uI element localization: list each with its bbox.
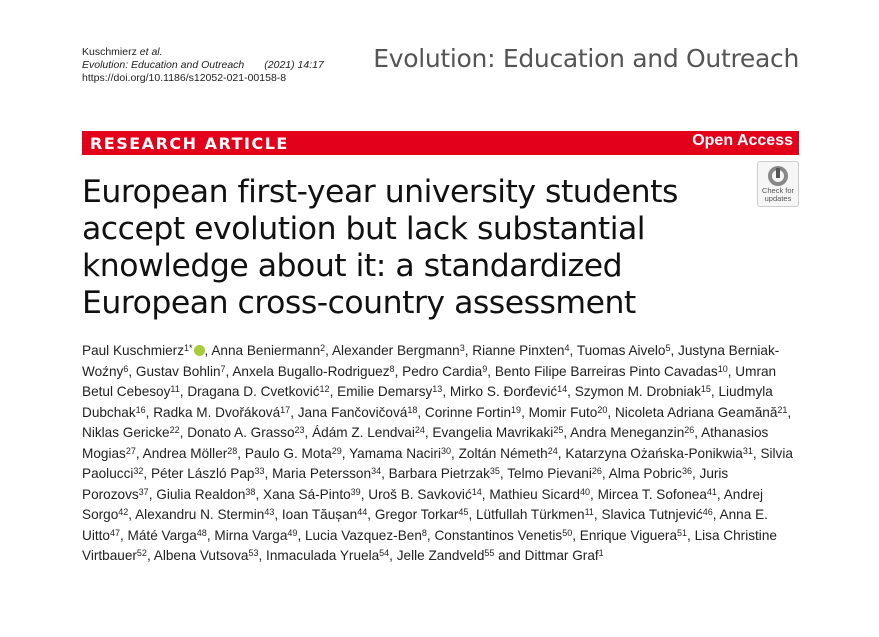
author-name[interactable]: Pedro Cardia — [402, 363, 483, 379]
author-affiliation: 3 — [459, 343, 465, 353]
citation-authors — [82, 46, 324, 59]
author-affiliation: 44 — [357, 507, 368, 517]
author-name[interactable]: Slavica Tutnjević — [601, 507, 703, 522]
author-name[interactable]: Ádám Z. Lendvai — [312, 425, 415, 440]
author-affiliation: 2 — [320, 343, 326, 353]
check-updates-line2: updates — [764, 194, 792, 203]
author-name[interactable]: Radka M. Dvořáková — [153, 404, 281, 420]
author-affiliation: 32 — [133, 466, 144, 476]
author-affiliation: 37 — [138, 486, 149, 497]
author-name[interactable]: Maria Petersson — [272, 466, 372, 481]
author-name[interactable]: Uroš B. Savković — [368, 486, 472, 502]
author-affiliation: 54 — [379, 548, 390, 558]
author-name[interactable]: Andrea Möller — [142, 445, 228, 461]
author-name[interactable]: Telmo Pievani — [507, 466, 592, 481]
author-affiliation: 29 — [331, 445, 342, 456]
author-affiliation: 55 — [484, 548, 495, 558]
author-name[interactable]: Lisa Christine Virtbauer — [82, 527, 777, 563]
author-affiliation: 28 — [227, 445, 238, 456]
author-name[interactable]: Yamama Naciri — [349, 445, 441, 461]
author-affiliation: 4 — [564, 343, 570, 353]
author-affiliation: 42 — [118, 507, 129, 517]
author-name[interactable]: Barbara Pietrzak — [388, 466, 490, 481]
author-affiliation: 1 — [598, 548, 604, 558]
author-name[interactable]: Inmaculada Yruela — [266, 548, 380, 563]
author-name[interactable]: Nicoleta Adriana Geamănă — [614, 404, 778, 420]
author-affiliation: 30 — [441, 445, 452, 456]
author-name[interactable]: Albena Vutsova — [153, 548, 249, 563]
author-name[interactable]: Andrej Sorgo — [82, 486, 764, 522]
author-name[interactable]: Donato A. Grasso — [187, 425, 295, 440]
author-affiliation: 12 — [319, 384, 330, 394]
author-list: Paul Kuschmierz$^{1*}$ , Anna Beniermann$^2$, Alexander Bergmann$^3$, Rianne Pinxten$^4$, Tuomas Aivelo$^5$, Justyna Berniak-Woźny$^6$, Gustav Bohlin$^7$, Anxela Bugallo-Rodriguez$^8$, Pedro Cardia$^9$, Bento Filipe Barreiras Pinto Cavadas$^{10}$, Umran Betul Cebesoy$^{11}$, Dragana D. Cvetković$^{12}$, Emilie Demarsy$^{13}$, Mirko S. Đorđević$^{14}$, Szymon M. Drobniak$^{15}$, Liudmyla Dubchak$^{16}$, Radka M. Dvořáková$^{17}$, Jana Fančovičová$^{18}$, Corinne Fortin$^{19}$, Momir Futo$^{20}$, Nicoleta Adriana Geamănă$^{21}$, Niklas Gericke$^{22}$, Donato A. Grasso$^{23}$, Ádám Z. Lendvai$^{24}$, Evangelia Mavrikaki$^{25}$, Andra Meneganzin$^{26}$, Athanasios Mogias$^{27}$, Andrea Möller$^{28}$, Paulo G. Mota$^{29}$, Yamama Naciri$^{30}$, Zoltán Németh$^{24}$, Katarzyna Ożańska-Ponikwia$^{31}$, Silvia Paolucci$^{32}$, Péter László Pap$^{33}$, Maria Petersson$^{34}$, Barbara Pietrzak$^{35}$, Telmo Pievani$^{26}$, Alma Pobric$^{36}$, Juris Porozovs$^{37}$, Giulia Realdon$^{38}$, Xana Sá-Pinto$^{39}$, Uroš B. Savković$^{14}$, Mathieu Sicard$^{40}$, Mircea T. Sofonea$^{41}$, Andrej Sorgo$^{42}$, Alexandru N. Stermin$^{43}$, Ioan Tăușan$^{44}$, Gregor Torkar$^{45}$, Lütfullah Türkmen$^{11}$, Slavica Tutnjević$^{46}$, Anna E. Uitto$^{47}$, Máté Varga$^{48}$, Mirna Varga$^{49}$, Lucia Vazquez-Ben$^8$, Constantinos Venetis$^{50}$, Enrique Viguera$^{51}$, Lisa Christine Virtbauer$^{52}$, Albena Vutsova$^{53}$, Inmaculada Yruela$^{54}$, Jelle Zandveld$^{55}$ and Dittmar Graf$^1$ — [82, 343, 793, 563]
author-affiliation: 8 — [421, 527, 427, 538]
author-name[interactable]: Constantinos Venetis — [434, 527, 563, 543]
author-affiliation: 47 — [109, 527, 120, 538]
author-affiliation: 34 — [371, 466, 382, 476]
author-name[interactable]: Anna E. Uitto — [82, 507, 768, 543]
author-name[interactable]: Tuomas Aivelo — [576, 343, 666, 358]
author-name[interactable]: Alma Pobric — [608, 466, 682, 481]
author-affiliation: 8 — [389, 363, 395, 374]
author-affiliation: 39 — [350, 486, 361, 497]
author-name[interactable]: Mirko S. Đorđević — [449, 384, 558, 399]
author-name[interactable]: Lütfullah Türkmen — [476, 507, 585, 522]
author-affiliation: 9 — [482, 363, 488, 374]
author-name[interactable]: Dittmar Graf — [524, 548, 599, 563]
author-affiliation: 17 — [280, 404, 291, 415]
citation-block — [82, 46, 324, 85]
author-affiliation: 14 — [471, 486, 482, 497]
author-affiliation: 24 — [414, 425, 425, 435]
author-affiliation: 27 — [125, 445, 136, 456]
author-name[interactable]: Giulia Realdon — [156, 486, 246, 502]
author-name[interactable]: Athanasios Mogias — [82, 425, 769, 461]
author-name[interactable]: Mircea T. Sofonea — [597, 486, 707, 502]
author-affiliation: 15 — [700, 384, 711, 394]
author-name[interactable]: Bento Filipe Barreiras Pinto Cavadas — [494, 363, 718, 379]
author-affiliation: 7 — [220, 363, 226, 374]
author-name[interactable]: Liudmyla Dubchak — [82, 384, 773, 420]
author-affiliation: 31 — [742, 445, 753, 456]
author-affiliation: 25 — [553, 425, 564, 435]
author-name[interactable]: Lucia Vazquez-Ben — [305, 527, 422, 543]
author-name[interactable]: Andra Meneganzin — [570, 425, 685, 440]
author-affiliation: 36 — [681, 466, 692, 476]
citation-volume: (2021) 14:17 — [264, 59, 324, 71]
author-name[interactable]: Gregor Torkar — [374, 507, 459, 522]
author-affiliation: 24 — [547, 445, 558, 456]
author-affiliation: 26 — [591, 466, 602, 476]
author-name[interactable]: Enrique Viguera — [579, 527, 678, 543]
author-name[interactable]: Xana Sá-Pinto — [263, 486, 351, 502]
article-banner — [82, 131, 799, 155]
author-name[interactable]: Ioan Tăușan — [281, 507, 358, 522]
author-name[interactable]: Dragana D. Cvetković — [187, 384, 320, 399]
author-name[interactable]: Péter László Pap — [150, 466, 255, 481]
author-name[interactable]: Jelle Zandveld — [396, 548, 485, 563]
author-affiliation: 5 — [665, 343, 671, 353]
author-name[interactable]: Niklas Gericke — [82, 425, 170, 440]
author-name[interactable]: Mathieu Sicard — [489, 486, 580, 502]
author-name[interactable]: Paulo G. Mota — [244, 445, 332, 461]
author-affiliation: 19 — [511, 404, 522, 415]
author-name[interactable]: Máté Varga — [127, 527, 197, 543]
author-name[interactable]: Umran Betul Cebesoy — [82, 363, 777, 399]
author-name[interactable]: Alexandru N. Stermin — [135, 507, 265, 522]
citation-author: Kuschmierz — [82, 46, 137, 58]
check-for-updates-button[interactable] — [757, 161, 799, 207]
journal-title: Evolution: Education and Outreach — [373, 44, 799, 73]
author-affiliation: 6 — [123, 363, 129, 374]
author-affiliation: 51 — [677, 527, 688, 538]
author-name[interactable]: Mirna Varga — [214, 527, 288, 543]
author-affiliation: 16 — [135, 404, 146, 415]
author-name[interactable]: Evangelia Mavrikaki — [432, 425, 554, 440]
author-name[interactable]: Szymon M. Drobniak — [574, 384, 701, 399]
check-updates-line1: Check for — [761, 186, 795, 195]
author-affiliation: 48 — [196, 527, 207, 538]
open-access-label: Open Access — [692, 132, 793, 149]
article-type: RESEARCH ARTICLE — [90, 134, 289, 153]
author-affiliation: 41 — [706, 486, 717, 497]
author-name[interactable]: Rianne Pinxten — [472, 343, 565, 358]
author-affiliation: 21 — [777, 404, 788, 415]
author-name[interactable]: Anna Beniermann — [211, 343, 321, 358]
author-affiliation: 22 — [169, 425, 180, 435]
author-name[interactable]: Zoltán Németh — [458, 445, 548, 461]
author-affiliation: 43 — [264, 507, 275, 517]
author-name[interactable]: Silvia Paolucci — [82, 445, 793, 481]
author-affiliation: 23 — [294, 425, 305, 435]
author-name[interactable]: Alexander Bergmann — [331, 343, 460, 358]
author-affiliation: 14 — [557, 384, 568, 394]
author-affiliation: 10 — [717, 363, 728, 374]
citation-et-al: et al. — [139, 46, 163, 58]
author-affiliation: 18 — [407, 404, 418, 415]
author-affiliation: 33 — [254, 466, 265, 476]
author-affiliation: 38 — [245, 486, 256, 497]
citation-doi[interactable]: https://doi.org/10.1186/s12052-021-00158-8 — [82, 72, 287, 84]
author-affiliation: 45 — [458, 507, 469, 517]
author-affiliation: 20 — [597, 404, 608, 415]
author-affiliation: 40 — [580, 486, 591, 497]
author-affiliation: 1* — [184, 343, 193, 353]
author-name[interactable]: Paul Kuschmierz — [82, 343, 184, 358]
orcid-icon[interactable] — [194, 345, 205, 356]
author-name[interactable]: Gustav Bohlin — [135, 363, 221, 379]
author-name[interactable]: Justyna Berniak-Woźny — [82, 343, 780, 379]
author-affiliation: 11 — [584, 507, 594, 517]
author-affiliation: 50 — [562, 527, 573, 538]
author-name[interactable]: Juris Porozovs — [82, 466, 729, 502]
author-name[interactable]: Corinne Fortin — [424, 404, 512, 420]
author-affiliation: 46 — [702, 507, 713, 517]
author-name[interactable]: Katarzyna Ożańska-Ponikwia — [565, 445, 743, 461]
author-affiliation: 49 — [287, 527, 298, 538]
check-updates-icon — [767, 165, 789, 187]
author-affiliation: 26 — [684, 425, 695, 435]
author-affiliation: 35 — [489, 466, 500, 476]
author-affiliation: 11 — [170, 384, 180, 394]
author-name[interactable]: Emilie Demarsy — [337, 384, 433, 399]
author-name[interactable]: Jana Fančovičová — [297, 404, 408, 420]
citation-journal: Evolution: Education and Outreach — [82, 59, 245, 71]
author-name[interactable]: Momir Futo — [528, 404, 598, 420]
citation-journal-line — [82, 59, 324, 72]
author-affiliation: 52 — [136, 548, 147, 558]
author-name[interactable]: Anxela Bugallo-Rodriguez — [232, 363, 390, 379]
author-affiliation: 53 — [248, 548, 259, 558]
article-title: European first-year university students accept evolution but lack substantial knowledge about it: a standardized European cross-country assessment — [82, 174, 678, 321]
author-affiliation: 13 — [432, 384, 443, 394]
